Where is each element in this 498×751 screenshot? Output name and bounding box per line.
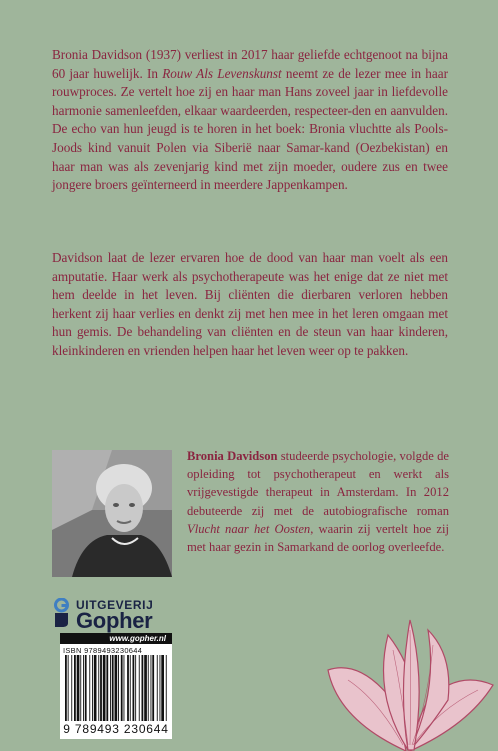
barcode-bar bbox=[133, 655, 135, 721]
magnolia-flower-icon bbox=[318, 600, 498, 751]
barcode-bar bbox=[89, 655, 90, 721]
blurb-p1-part-1: Bronia Davidson (1937) verliest in 2017 haar geliefde echtgenoot na bijna 60 jaar huwelijk. In bbox=[52, 47, 448, 81]
barcode-bar bbox=[148, 655, 149, 721]
author-bio bbox=[187, 447, 449, 556]
barcode-bar bbox=[92, 655, 93, 721]
barcode-bar bbox=[94, 655, 97, 721]
barcode-bar bbox=[71, 655, 72, 721]
author-photo bbox=[52, 450, 172, 577]
barcode-bar bbox=[166, 655, 167, 721]
barcode-bar bbox=[115, 655, 118, 721]
publisher-url-text: www.gopher.nl bbox=[109, 634, 166, 643]
barcode-bar bbox=[118, 655, 119, 721]
publisher-url bbox=[60, 633, 172, 644]
blurb-paragraph-1 bbox=[52, 46, 448, 195]
bio-part-1: studeerde psychologie, volgde de opleiding tot psychotherapeut en werkt als vrijgevestigde therapeut in Amsterdam. In 2012 debuteerde zij met de autobiografische roman bbox=[187, 449, 449, 518]
isbn-label: ISBN 9789493230644 bbox=[63, 646, 143, 655]
author-name: Bronia Davidson bbox=[187, 449, 278, 463]
barcode-bar bbox=[142, 655, 144, 721]
barcode-bar bbox=[139, 655, 140, 721]
barcode-bar bbox=[65, 655, 67, 721]
barcode-bar bbox=[74, 655, 76, 721]
barcode-bar bbox=[77, 655, 80, 721]
barcode-bar bbox=[100, 655, 102, 721]
barcode-bar bbox=[151, 655, 152, 721]
barcode-bar bbox=[80, 655, 81, 721]
barcode-bar bbox=[106, 655, 108, 721]
publisher-prefix: UITGEVERIJ bbox=[76, 598, 154, 612]
blurb-paragraph-2: Davidson laat de lezer ervaren hoe de dood van haar man voelt als een amputatie. Haar werk als psychotherapeute was het enige dat ze niet met hem deelde in het leven. Bij cliënten die dierbaren verloren hebben herkent zij haar verlies en denkt zij met hen mee in het leren omgaan met hun gemis. De behandeling van cliënten en de steun van haar kinderen, kleinkinderen en vrienden helpen haar het leven weer op te pakken. bbox=[52, 250, 448, 358]
barcode-bar bbox=[152, 655, 154, 721]
book-title: Rouw Als Levenskunst bbox=[162, 65, 282, 81]
barcode-bar bbox=[103, 655, 106, 721]
barcode-bar bbox=[127, 655, 129, 721]
barcode-bar bbox=[124, 655, 125, 721]
bio-part-2: , waarin zij vertelt hoe zij met haar gezin in Samarkand de oorlog overleefde. bbox=[187, 521, 449, 555]
debut-title: Vlucht naar het Oosten bbox=[187, 521, 311, 536]
barcode bbox=[63, 655, 169, 723]
barcode-bar bbox=[110, 655, 111, 721]
barcode-bar bbox=[161, 655, 164, 721]
barcode-bar bbox=[83, 655, 84, 721]
barcode-bar bbox=[144, 655, 147, 721]
barcode-bar bbox=[130, 655, 131, 721]
blurb-p1-part-2: neemt ze de lezer mee in haar rouwproces. Ze vertelt hoe zij en haar man Hans zoveel jaar in liefdevolle harmonie samenleefden, elkaar waardeerden, respecteer-den en aanvulden. De echo van hun jeugd is te horen in het boek: Bronia vluchtte als Pools-Joods kind vanuit Polen via Siberië naar Samar-kand (Oezbekistan) en haar man was als zevenjarig kind met zijn moeder, oudere zus en twee jongere broers geïnterneerd in meerdere Jappenkampen. bbox=[52, 65, 449, 193]
barcode-bar bbox=[121, 655, 123, 721]
author-portrait-image bbox=[52, 450, 172, 577]
barcode-bar bbox=[85, 655, 87, 721]
barcode-bar bbox=[98, 655, 99, 721]
barcode-bar bbox=[157, 655, 158, 721]
barcode-bar bbox=[135, 655, 136, 721]
barcode-bar bbox=[68, 655, 69, 721]
barcode-bar bbox=[160, 655, 161, 721]
publisher-name: Gopher bbox=[76, 608, 153, 633]
gopher-g-logo-icon bbox=[52, 598, 71, 628]
ean-digits: 9 789493 230644 bbox=[63, 722, 169, 736]
barcode-bar bbox=[112, 655, 114, 721]
